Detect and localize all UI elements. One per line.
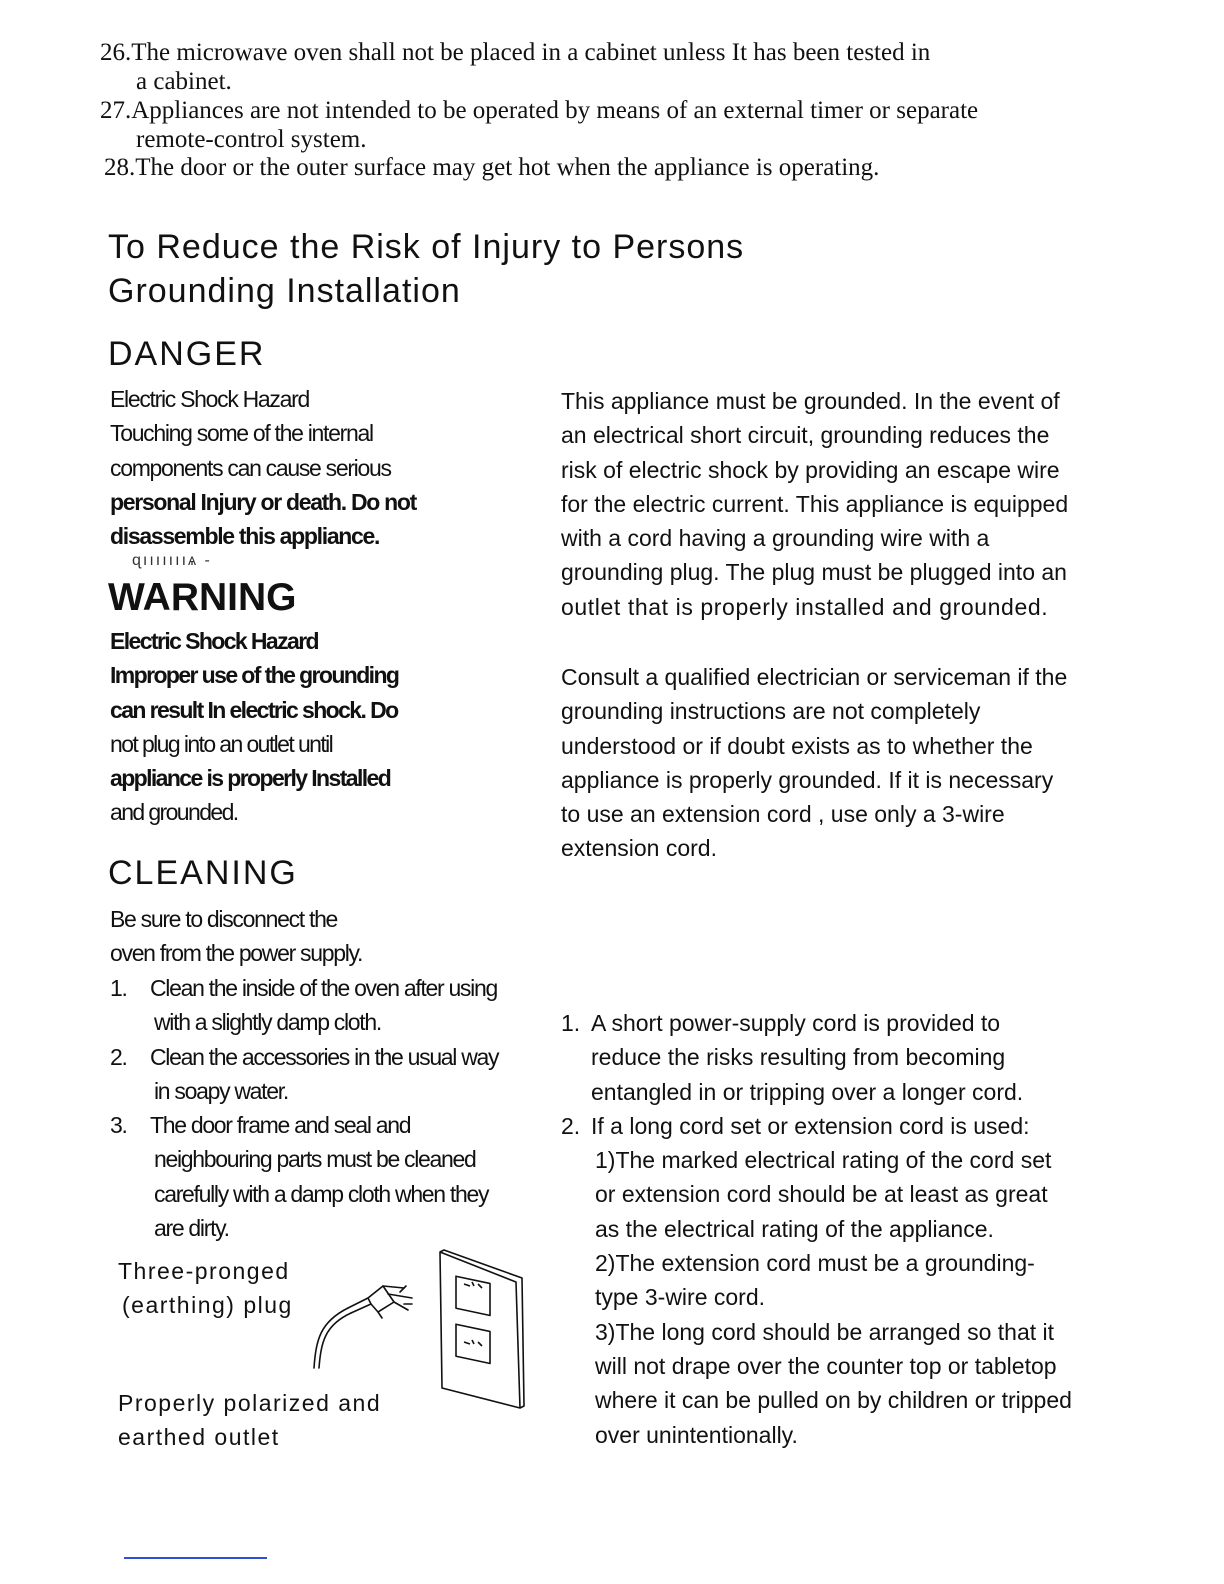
warning-line: not plug into an outlet until [110, 730, 333, 757]
grounding-paragraph-2 [561, 660, 1121, 866]
danger-text [110, 382, 530, 553]
cord-list [561, 1006, 1121, 1452]
paragraph-line: understood or if doubt exists as to whether the [561, 732, 1033, 759]
sub-line: over unintentionally. [595, 1421, 798, 1448]
cleaning-list [110, 971, 550, 1245]
warning-line: and grounded. [110, 799, 238, 826]
sub-line: 3)The long cord should be arranged so that it [595, 1318, 1055, 1345]
warning-line: can result In electric shock. Do [110, 696, 398, 723]
list-line: entangled in or tripping over a longer cord. [591, 1078, 1024, 1105]
paragraph-line: extension cord. [561, 835, 717, 862]
list-line: A short power-supply cord is provided to [591, 1010, 1001, 1036]
paragraph-line: Consult a qualified electrician or serviceman if the [561, 664, 1068, 690]
grounding-paragraph-1 [561, 384, 1121, 624]
list-line: in soapy water. [154, 1077, 288, 1104]
paragraph-line: appliance is properly grounded. If it is necessary [561, 766, 1054, 793]
paragraph-line: risk of electric shock by providing an escape wire [561, 456, 1060, 483]
sub-line: 1)The marked electrical rating of the cord set [595, 1147, 1052, 1174]
item-text: The door or the outer surface may get hot when the appliance is operating. [135, 154, 880, 181]
list-line: If a long cord set or extension cord is used: [591, 1112, 1030, 1139]
danger-line: Electric Shock Hazard [110, 386, 309, 412]
smudged-text: ɋıııııııѧ - [132, 552, 212, 569]
warning-title: WARNING [108, 576, 297, 619]
danger-title: DANGER [108, 335, 266, 373]
caption-line: Properly polarized and [118, 1390, 382, 1416]
danger-line: components can cause serious [110, 454, 391, 481]
list-line: reduce the risks resulting from becoming [591, 1044, 1006, 1071]
sub-line: where it can be pulled on by children or tripped [595, 1387, 1072, 1414]
danger-line: personal Injury or death. Do not [110, 488, 416, 515]
list-line: neighbouring parts must be cleaned [154, 1146, 476, 1173]
item-text-continued: a cabinet. [136, 68, 232, 95]
item-number: 28. [104, 154, 136, 181]
list-number: 2. [561, 1112, 581, 1139]
item-text: Appliances are not intended to be operated by means of an external timer or separate [131, 97, 979, 124]
caption-line: earthed outlet [118, 1424, 280, 1450]
sub-item [591, 1143, 1121, 1246]
list-number: 1. [561, 1010, 581, 1036]
list-item [561, 1109, 1121, 1452]
sub-line: or extension cord should be at least as great [595, 1181, 1048, 1208]
outlet-caption [118, 1386, 381, 1454]
paragraph-line: an electrical short circuit, grounding reduces the [561, 422, 1050, 449]
earthed-outlet-icon [436, 1248, 526, 1412]
danger-line: Touching some of the internal [110, 420, 373, 447]
list-line: Clean the inside of the oven after using [150, 975, 497, 1001]
sub-item [591, 1315, 1121, 1452]
list-line: with a slightly damp cloth. [154, 1009, 381, 1036]
item-text-continued: remote-control system. [136, 126, 367, 153]
list-number: 2. [110, 1043, 127, 1070]
list-line: are dirty. [154, 1215, 229, 1242]
caption-line: Three-pronged [118, 1258, 290, 1284]
plug-caption [118, 1254, 293, 1322]
cleaning-title: CLEANING [108, 854, 298, 892]
list-item [110, 971, 550, 1040]
list-line: The door frame and seal and [150, 1112, 411, 1139]
list-number: 1. [110, 975, 127, 1001]
list-number: 3. [110, 1112, 127, 1139]
three-pronged-plug-icon [308, 1280, 420, 1372]
list-item [110, 1040, 550, 1109]
list-item [110, 1108, 550, 1245]
warning-line: Improper use of the grounding [110, 662, 399, 689]
sub-item [591, 1246, 1121, 1315]
item-number: 27. [100, 97, 132, 124]
list-item [561, 1006, 1121, 1109]
warning-line: appliance is properly Installed [110, 765, 391, 792]
warning-line: Electric Shock Hazard [110, 628, 319, 654]
list-line: Clean the accessories in the usual way [150, 1043, 499, 1070]
safety-item-28 [104, 153, 1104, 182]
footer-rule [124, 1557, 267, 1559]
cleaning-intro [110, 902, 530, 971]
heading-reduce-risk: To Reduce the Risk of Injury to Persons [108, 228, 745, 266]
paragraph-line: for the electric current. This appliance is equipped [561, 490, 1069, 517]
sub-line: will not drape over the counter top or tabletop [595, 1352, 1057, 1379]
danger-line: disassemble this appliance. [110, 523, 380, 550]
sub-line: as the electrical rating of the appliance. [595, 1215, 994, 1242]
caption-line: (earthing) plug [122, 1292, 293, 1318]
list-line: carefully with a damp cloth when they [154, 1180, 489, 1207]
sub-line: type 3-wire cord. [595, 1284, 766, 1311]
heading-grounding-installation: Grounding Installation [108, 272, 461, 310]
paragraph-line: with a cord having a grounding wire with a [561, 525, 990, 552]
cleaning-intro-line: oven from the power supply. [110, 940, 363, 967]
paragraph-line: to use an extension cord , use only a 3-wire [561, 801, 1005, 828]
sub-line: 2)The extension cord must be a grounding- [595, 1250, 1035, 1277]
paragraph-line: grounding plug. The plug must be plugged into an [561, 559, 1067, 586]
safety-item-26 [100, 38, 1100, 96]
warning-text [110, 624, 530, 830]
item-text: The microwave oven shall not be placed in a cabinet unless It has been tested in [131, 39, 931, 66]
item-number: 26. [100, 39, 132, 66]
cleaning-intro-line: Be sure to disconnect the [110, 906, 338, 932]
paragraph-line: This appliance must be grounded. In the event of [561, 388, 1060, 414]
paragraph-line: outlet that is properly installed and grounded. [561, 593, 1049, 620]
safety-item-27 [100, 96, 1100, 154]
paragraph-line: grounding instructions are not completely [561, 698, 981, 725]
